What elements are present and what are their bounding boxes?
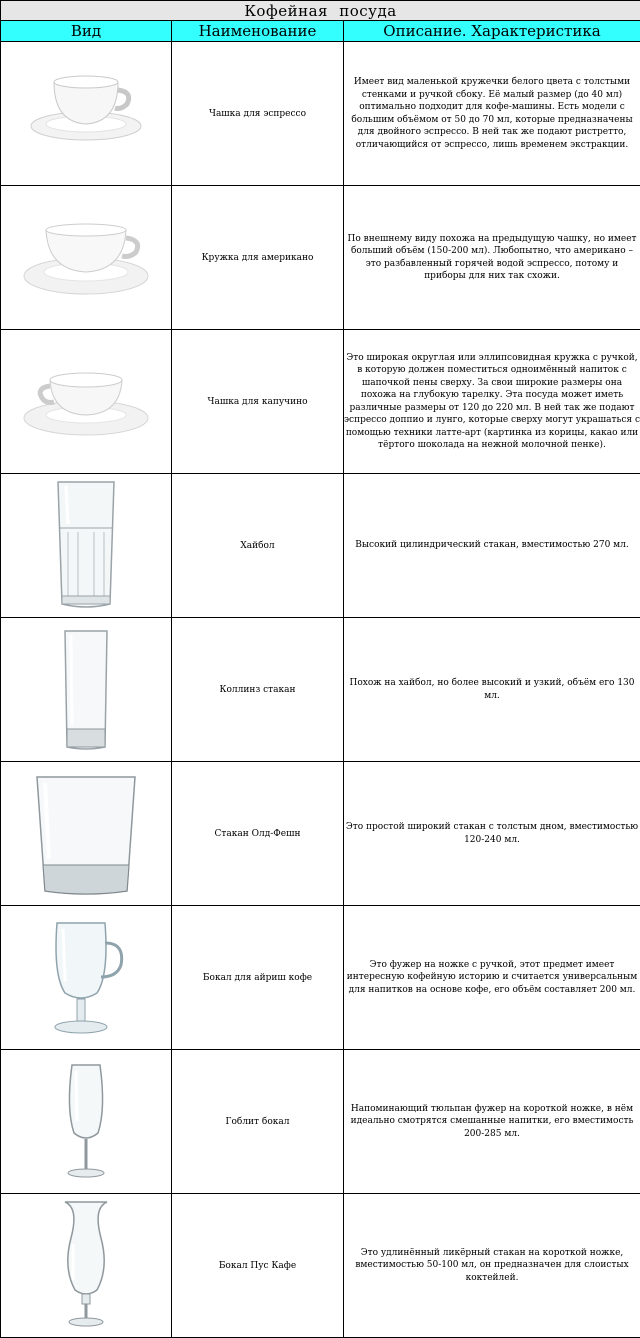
table-row bbox=[1, 1194, 640, 1338]
cappuccino-cup-image bbox=[1, 330, 172, 474]
header-view: Вид bbox=[1, 21, 172, 42]
item-name: Гоблит бокал bbox=[172, 1050, 344, 1194]
collins-glass-image bbox=[1, 618, 172, 762]
highball-glass-image bbox=[1, 474, 172, 618]
header-description: Описание. Характеристика bbox=[344, 21, 640, 42]
item-description: Похож на хайбол, но более высокий и узкий, объём его 130 мл. bbox=[344, 618, 640, 762]
table-row bbox=[1, 42, 640, 186]
table-row bbox=[1, 330, 640, 474]
header-name: Наименование bbox=[172, 21, 344, 42]
item-description: Это простой широкий стакан с толстым дном, вместимостью 120-240 мл. bbox=[344, 762, 640, 906]
item-description: Высокий цилиндрический стакан, вместимостью 270 мл. bbox=[344, 474, 640, 618]
item-description: Напоминающий тюльпан фужер на короткой ножке, в нём идеально смотрятся смешанные напитки, его вместимость 200-285 мл. bbox=[344, 1050, 640, 1194]
item-name: Кружка для американо bbox=[172, 186, 344, 330]
item-description: Это удлинённый ликёрный стакан на короткой ножке, вместимостью 50-100 мл, он предназначен для слоистых коктейлей. bbox=[344, 1194, 640, 1338]
item-name: Чашка для капучино bbox=[172, 330, 344, 474]
irish-coffee-glass-image bbox=[1, 906, 172, 1050]
item-name: Бокал Пус Кафе bbox=[172, 1194, 344, 1338]
table-row bbox=[1, 186, 640, 330]
espresso-cup-image bbox=[1, 42, 172, 186]
item-name: Коллинз стакан bbox=[172, 618, 344, 762]
table-row bbox=[1, 1050, 640, 1194]
table-row bbox=[1, 618, 640, 762]
table-row bbox=[1, 762, 640, 906]
item-name: Стакан Олд-Фешн bbox=[172, 762, 344, 906]
item-description: Это широкая округлая или эллипсовидная кружка с ручкой, в которую должен поместиться одноимённый напиток с шапочкой пены сверху. За свои широкие размеры она похожа на глубокую тарелку. Эта посуда может иметь различные размеры от 120 до 220 мл. В ней так же подают эспрессо доппио и лунго, которые сверху могут украшаться с помощью техники латте-арт (картинка из корицы, какао или тёртого шоколада на нежной молочной пенке). bbox=[344, 330, 640, 474]
item-description: Это фужер на ножке с ручкой, этот предмет имеет интересную кофейную историю и считается универсальным для напитков на основе кофе, его объём составляет 200 мл. bbox=[344, 906, 640, 1050]
table-title: Кофейная посуда bbox=[1, 1, 640, 21]
table-header-row bbox=[1, 21, 640, 42]
pousse-cafe-glass-image bbox=[1, 1194, 172, 1338]
goblet-glass-image bbox=[1, 1050, 172, 1194]
table-title-row bbox=[1, 1, 640, 21]
table-row bbox=[1, 474, 640, 618]
item-description: Имеет вид маленькой кружечки белого цвета с толстыми стенками и ручкой сбоку. Её малый размер (до 40 мл) оптимально подходит для кофе-машины. Есть модели с большим объёмом от 50 до 70 мл, которые предназначены для двойного эспрессо. В ней так же подают ристретто, отличающийся от эспрессо, лишь временем экстракции. bbox=[344, 42, 640, 186]
item-name: Чашка для эспрессо bbox=[172, 42, 344, 186]
item-description: По внешнему виду похожа на предыдущую чашку, но имеет больший объём (150-200 мл). Любопытно, что американо – это разбавленный горячей водой эспрессо, потому и приборы для них так схожи. bbox=[344, 186, 640, 330]
item-name: Хайбол bbox=[172, 474, 344, 618]
item-name: Бокал для айриш кофе bbox=[172, 906, 344, 1050]
table-row bbox=[1, 906, 640, 1050]
americano-cup-image bbox=[1, 186, 172, 330]
old-fashioned-glass-image bbox=[1, 762, 172, 906]
